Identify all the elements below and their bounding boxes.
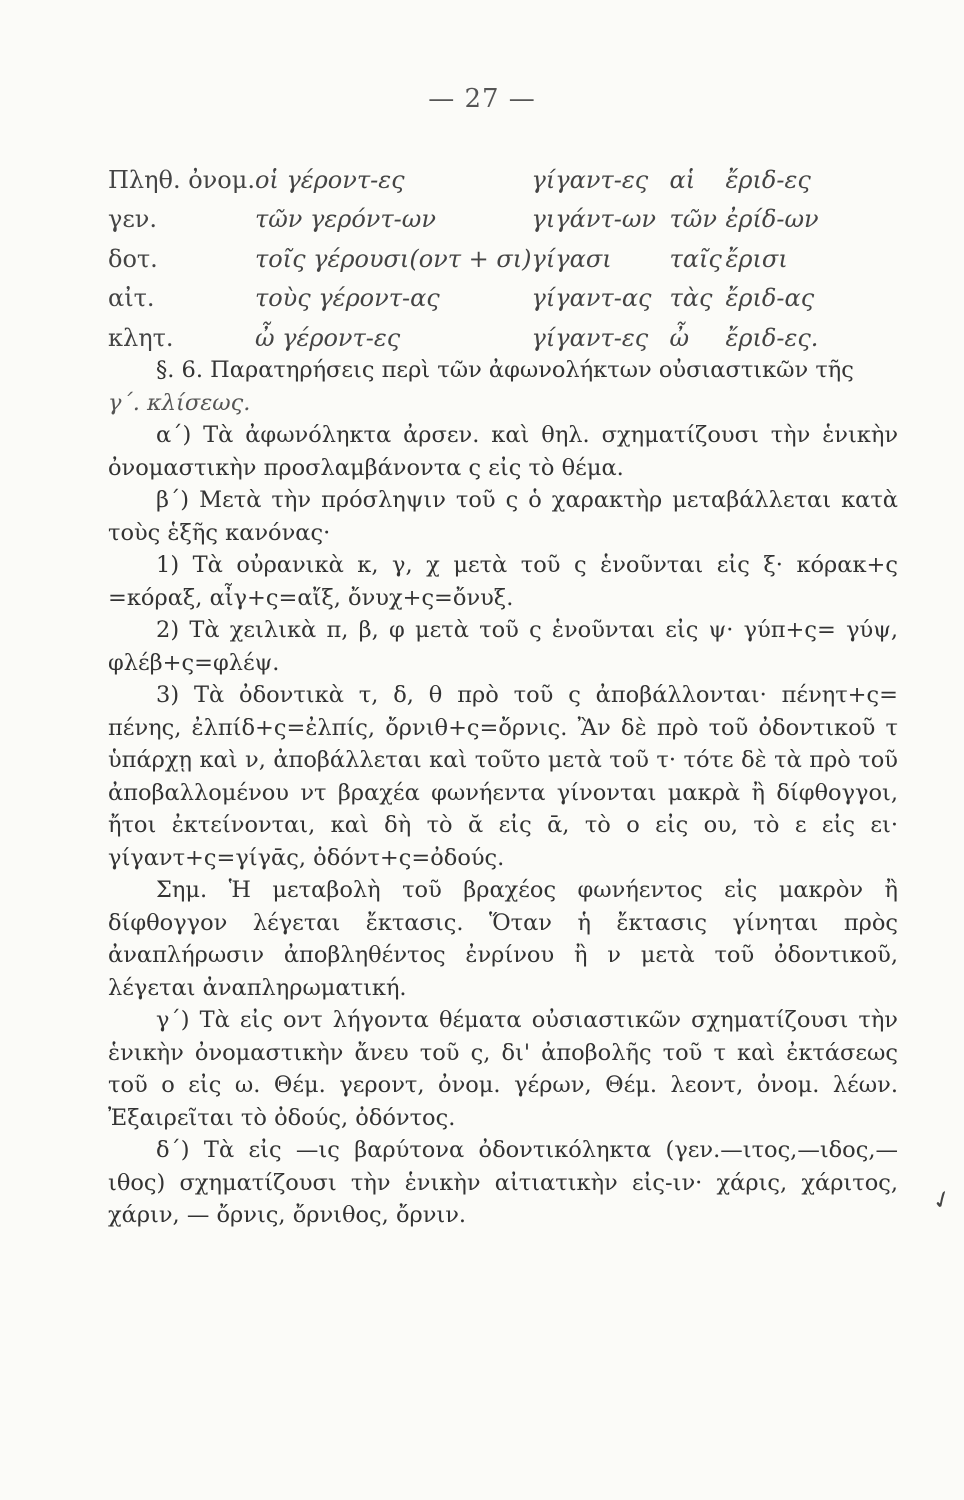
case-label: δοτ. — [108, 244, 158, 273]
case-label: Πληθ. ὀνομ. — [108, 165, 255, 194]
paragraph-b: β΄) Μετὰ τὴν πρόσληψιν τοῦ ς ὁ χαρακτὴρ μεταβάλλεται κατὰ τοὺς ἑξῆς κανόνας· — [108, 487, 898, 546]
paragraph-d: δ΄) Τὰ εἰς —ις βαρύτονα ὀδοντικόληκτα (γεν.—ιτος,—ιδος,—ιθος) σχηματίζουσι τὴν ἑνικὴν αἰτιατικὴν εἰς-ιν· χάρις, χάριτος, χάριν, — ὄρνις, ὄρνιθος, ὄρνιν. — [108, 1137, 898, 1228]
form-gigas: γίγαντ-ες — [531, 323, 649, 352]
section-title: §. 6. Παρατηρήσεις περὶ τῶν ἀφωνολήκτων οὐσιαστικῶν τῆς — [156, 357, 854, 383]
table-row — [108, 318, 819, 358]
section-title-continuation: γ΄. κλίσεως. — [108, 389, 251, 416]
form-geron: οἱ γέροντ-ες — [254, 165, 405, 194]
form-eris: ἔριδ-ες. — [725, 323, 819, 352]
article: αἱ — [669, 165, 696, 194]
article: τῶν — [669, 205, 717, 234]
case-label: γεν. — [108, 205, 157, 234]
form-gigas: γίγασι — [531, 244, 612, 273]
margin-check-mark-icon: ✓ — [927, 1183, 957, 1217]
form-eris: ἔριδ-ες — [725, 165, 811, 194]
form-geron: τοῖς γέρουσι(οντ + σι) — [254, 244, 532, 273]
table-row — [108, 160, 819, 200]
case-label: αἰτ. — [108, 284, 155, 313]
article: ταῖς — [669, 244, 722, 273]
form-eris: ἐρίδ-ων — [725, 205, 819, 234]
table-row — [108, 239, 819, 279]
page-number: — 27 — — [428, 84, 536, 114]
table-row — [108, 200, 819, 240]
form-geron: τῶν γερόντ-ων — [254, 205, 436, 234]
article: ὦ — [669, 323, 690, 352]
note: Σημ. Ἡ μεταβολὴ τοῦ βραχέος φωνήεντος εἰς μακρὸν ἢ δίφθογγον λέγεται ἔκτασις. Ὅταν ἡ ἔκτασις γίνηται πρὸς ἀναπλήρωσιν ἀποβληθέντος ἐνρίνου ἢ ν μετὰ τοῦ ὀδοντικοῦ, λέγεται ἀναπληρωματική. — [108, 877, 898, 1001]
rule-1: 1) Τὰ οὐρανικὰ κ, γ, χ μετὰ τοῦ ς ἑνοῦνται εἰς ξ· κόρακ+ς =κόραξ, αἶγ+ς=αἴξ, ὄνυχ+ς=ὄνυξ. — [108, 552, 898, 611]
rule-2: 2) Τὰ χειλικὰ π, β, φ μετὰ τοῦ ς ἑνοῦνται εἰς ψ· γύπ+ς= γύψ, φλέβ+ς=φλέψ. — [108, 617, 898, 676]
form-gigas: γιγάντ-ων — [531, 205, 656, 234]
form-geron: τοὺς γέροντ-ας — [254, 284, 440, 313]
article: τὰς — [669, 284, 713, 313]
paragraph-c: γ΄) Τὰ εἰς οντ λήγοντα θέματα οὐσιαστικῶν σχηματίζουσι τὴν ἑνικὴν ὀνομαστικὴν ἄνευ τοῦ ς, δι' ἀποβολῆς τοῦ τ καὶ ἐκτάσεως τοῦ ο εἰς ω. Θέμ. γεροντ, ὀνομ. γέρων, Θέμ. λεοντ, ὀνομ. λέων. Ἐξαιρεῖται τὸ ὀδούς, ὀδόντος. — [108, 1007, 898, 1131]
declension-table — [108, 160, 819, 358]
body-text — [108, 354, 898, 1232]
form-eris: ἔρισι — [725, 244, 788, 273]
form-gigas: γίγαντ-ες — [531, 165, 649, 194]
paragraph-a: α΄) Τὰ ἀφωνόληκτα ἀρσεν. καὶ θηλ. σχηματίζουσι τὴν ἑνικὴν ὀνομαστικὴν προσλαμβάνοντα ς εἰς τὸ θέμα. — [108, 422, 898, 481]
table-row — [108, 279, 819, 319]
form-geron: ὦ γέροντ-ες — [254, 323, 401, 352]
case-label: κλητ. — [108, 323, 174, 352]
form-gigas: γίγαντ-ας — [531, 284, 652, 313]
form-eris: ἔριδ-ας — [725, 284, 815, 313]
rule-3: 3) Τὰ ὀδοντικὰ τ, δ, θ πρὸ τοῦ ς ἀποβάλλονται· πένητ+ς= πένης, ἐλπίδ+ς=ἐλπίς, ὄρνιθ+ς=ὄρνις. Ἂν δὲ πρὸ τοῦ ὀδοντικοῦ τ ὑπάρχῃ καὶ ν, ἀποβάλλεται καὶ τοῦτο μετὰ τοῦ τ· τότε δὲ τὰ πρὸ τοῦ ἀποβαλλομένου ντ βραχέα φωνήεντα γίνονται μακρὰ ἢ δίφθογγοι, ἤτοι ἐκτείνονται, καὶ δὴ τὸ ᾰ εἰς ᾱ, τὸ ο εἰς ου, τὸ ε εἰς ει· γίγαντ+ς=γίγᾱς, ὀδόντ+ς=ὀδούς. — [108, 682, 898, 871]
